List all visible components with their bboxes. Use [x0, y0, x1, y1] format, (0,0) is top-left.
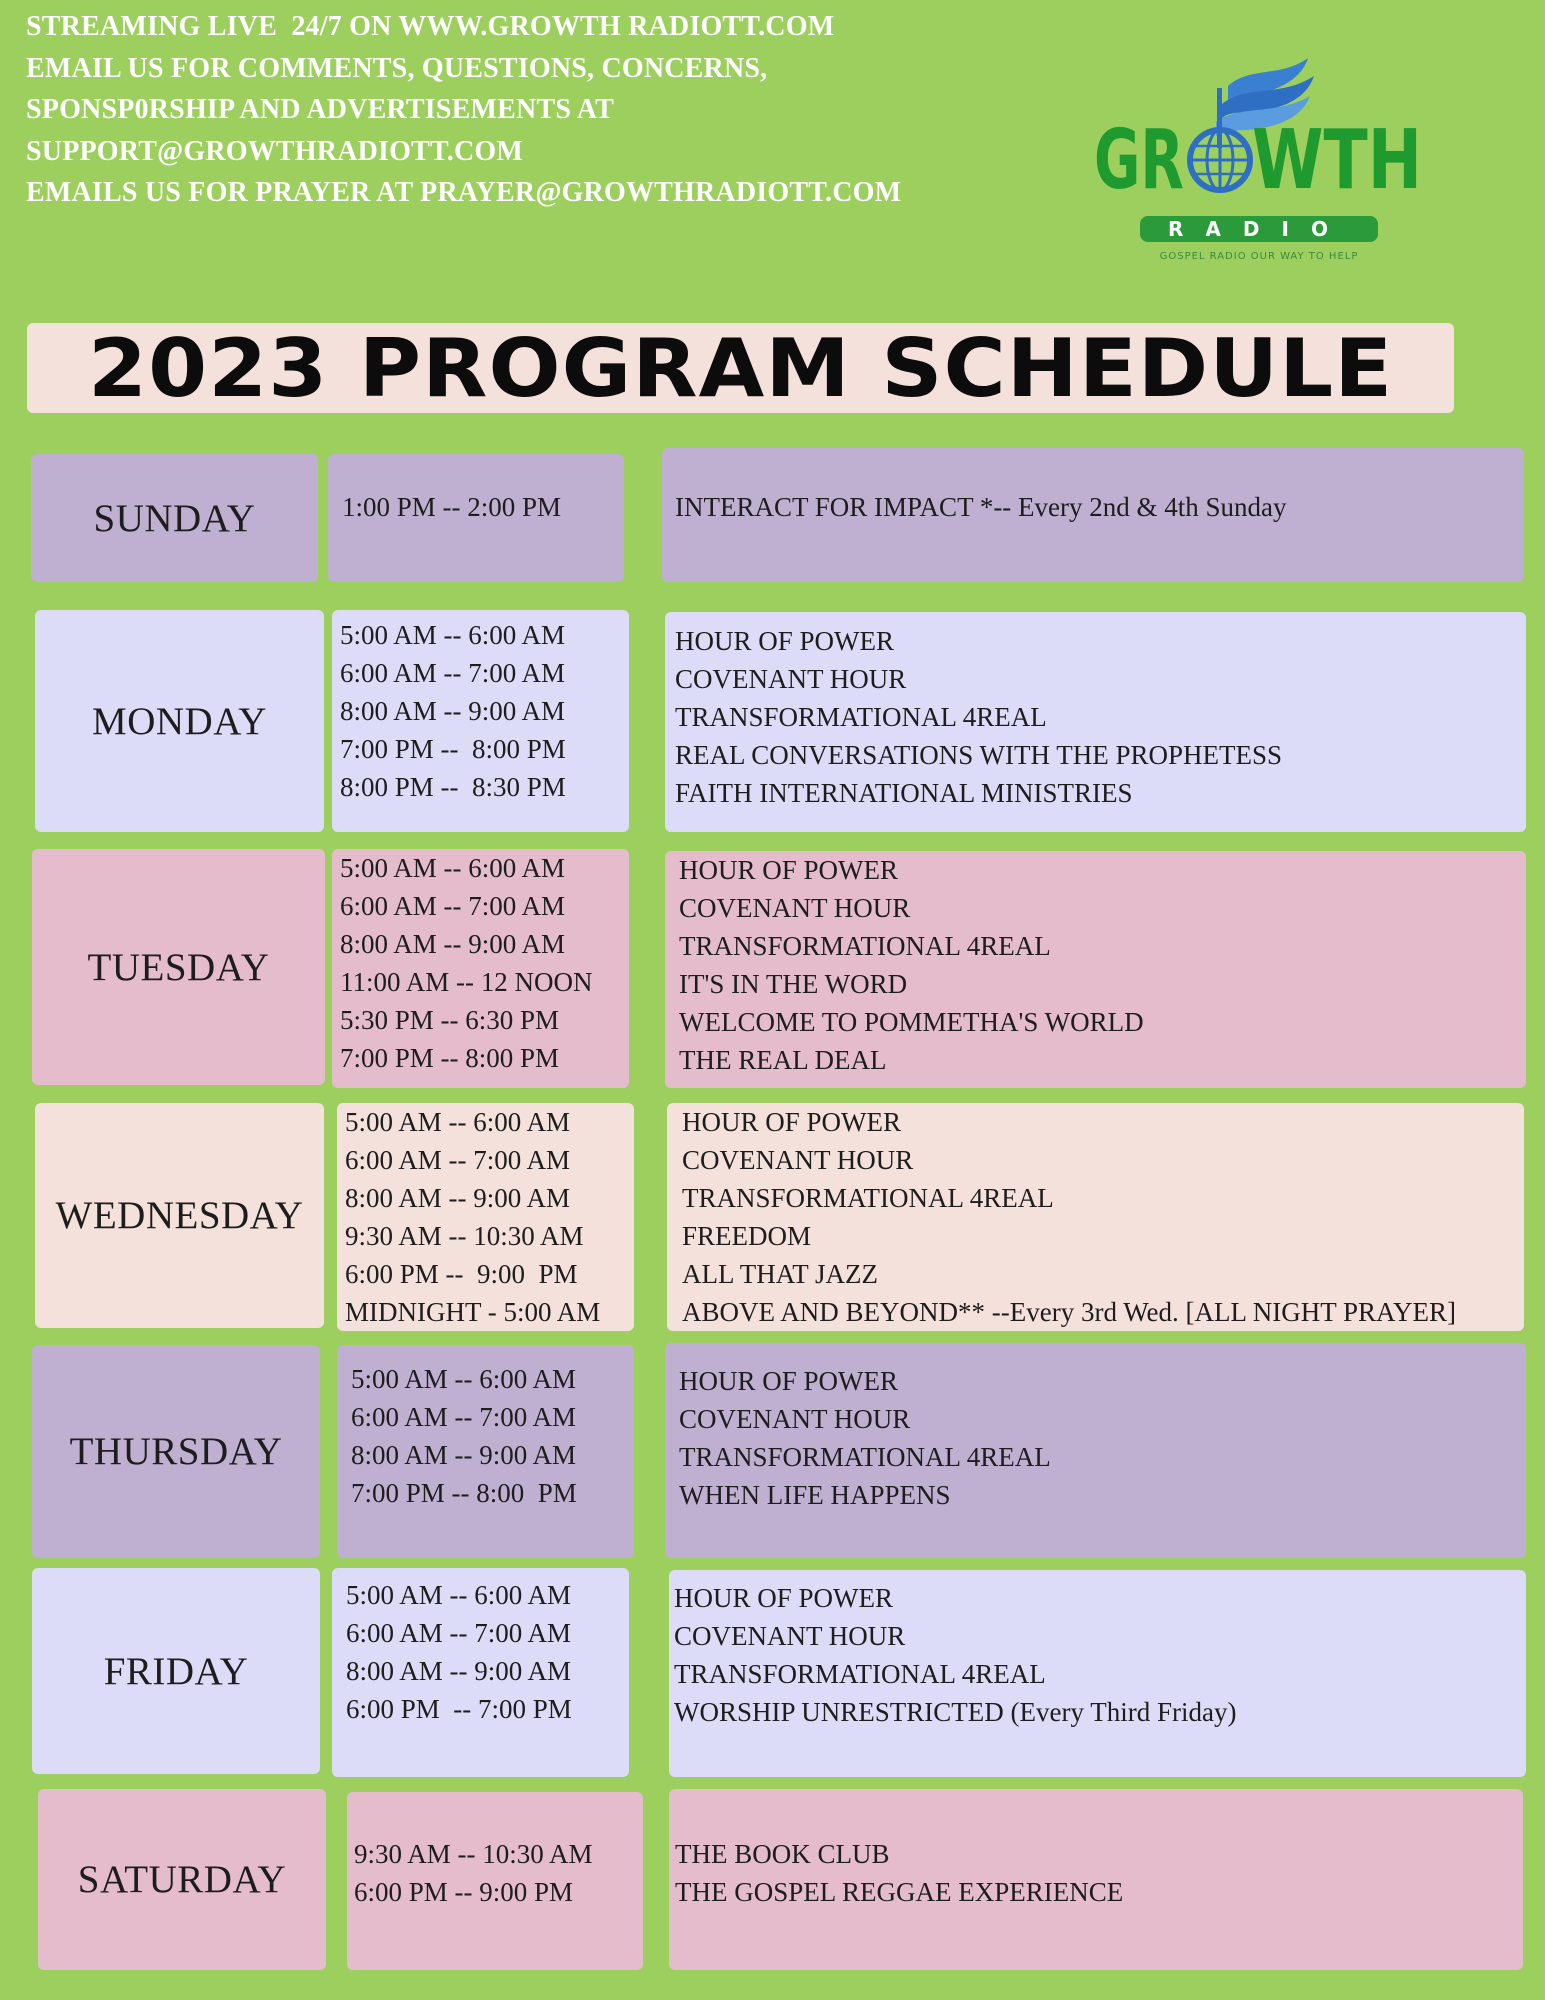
- header-line: EMAILS US FOR PRAYER AT PRAYER@GROWTHRADIOTT.COM: [26, 177, 902, 208]
- program-item: COVENANT HOUR: [679, 893, 911, 923]
- programs-saturday: [669, 1789, 1523, 1970]
- program-item: COVENANT HOUR: [674, 1621, 906, 1651]
- day-label-thursday: [32, 1345, 320, 1558]
- program-item: TRANSFORMATIONAL 4REAL: [675, 702, 1047, 732]
- programs-wednesday: [667, 1103, 1524, 1331]
- program-item: ALL THAT JAZZ: [682, 1259, 878, 1289]
- program-item: HOUR OF POWER: [674, 1583, 894, 1613]
- time-slot: 8:00 AM -- 9:00 AM: [340, 929, 566, 959]
- program-item: TRANSFORMATIONAL 4REAL: [679, 931, 1051, 961]
- time-slot: 6:00 AM -- 7:00 AM: [340, 891, 566, 921]
- programs-sunday: [662, 448, 1524, 582]
- time-slot: 5:00 AM -- 6:00 AM: [340, 620, 566, 650]
- day-label-wednesday: [35, 1103, 324, 1328]
- program-item: COVENANT HOUR: [679, 1404, 911, 1434]
- time-slot: 8:00 AM -- 9:00 AM: [346, 1656, 572, 1686]
- day-name: MONDAY: [92, 699, 267, 743]
- time-slot: 8:00 AM -- 9:00 AM: [351, 1440, 577, 1470]
- program-item: IT'S IN THE WORD: [679, 969, 908, 999]
- day-label-saturday: [38, 1789, 326, 1970]
- day-label-friday: [32, 1568, 320, 1774]
- times-tuesday: [332, 849, 629, 1088]
- day-name: SATURDAY: [77, 1858, 287, 1901]
- time-slot: 9:30 AM -- 10:30 AM: [354, 1839, 593, 1869]
- logo-tagline: GOSPEL RADIO OUR WAY TO HELP: [1159, 251, 1359, 262]
- program-item: HOUR OF POWER: [682, 1107, 902, 1137]
- time-slot: 7:00 PM -- 8:00 PM: [340, 1043, 560, 1073]
- program-item: REAL CONVERSATIONS WITH THE PROPHETESS: [675, 740, 1283, 770]
- time-slot: 11:00 AM -- 12 NOON: [340, 967, 593, 997]
- time-slot: 5:30 PM -- 6:30 PM: [340, 1005, 560, 1035]
- program-item: HOUR OF POWER: [679, 855, 899, 885]
- page-title: 2023 PROGRAM SCHEDULE: [87, 321, 1394, 415]
- program-item: FAITH INTERNATIONAL MINISTRIES: [675, 778, 1133, 808]
- program-item: INTERACT FOR IMPACT *-- Every 2nd & 4th Sunday: [675, 492, 1287, 522]
- times-saturday: [347, 1792, 643, 1970]
- day-name: FRIDAY: [103, 1649, 249, 1693]
- time-slot: 5:00 AM -- 6:00 AM: [340, 853, 566, 883]
- program-item: COVENANT HOUR: [682, 1145, 914, 1175]
- program-item: WHEN LIFE HAPPENS: [679, 1480, 951, 1510]
- day-name: TUESDAY: [87, 945, 270, 989]
- time-slot: 7:00 PM -- 8:00 PM: [351, 1478, 577, 1508]
- times-sunday: [328, 454, 624, 582]
- header-line: EMAIL US FOR COMMENTS, QUESTIONS, CONCERNS,: [26, 52, 768, 84]
- time-slot: 1:00 PM -- 2:00 PM: [342, 492, 562, 522]
- time-slot: 9:30 AM -- 10:30 AM: [345, 1221, 584, 1251]
- time-slot: 7:00 PM -- 8:00 PM: [340, 734, 566, 764]
- program-item: ABOVE AND BEYOND** --Every 3rd Wed. [ALL NIGHT PRAYER]: [682, 1297, 1457, 1327]
- program-item: WORSHIP UNRESTRICTED (Every Third Friday): [674, 1697, 1237, 1727]
- growth-radio-logo: [1090, 48, 1430, 270]
- day-label-sunday: [31, 454, 318, 582]
- time-slot: 6:00 AM -- 7:00 AM: [340, 658, 566, 688]
- time-slot: 8:00 AM -- 9:00 AM: [340, 696, 566, 726]
- header-line: SPONSP0RSHIP AND ADVERTISEMENTS AT: [26, 94, 614, 125]
- time-slot: 6:00 AM -- 7:00 AM: [351, 1402, 577, 1432]
- programs-tuesday: [665, 851, 1526, 1088]
- day-name: SUNDAY: [93, 496, 256, 540]
- time-slot: 5:00 AM -- 6:00 AM: [345, 1107, 571, 1137]
- time-slot: 8:00 PM -- 8:30 PM: [340, 772, 566, 802]
- time-slot: 8:00 AM -- 9:00 AM: [345, 1183, 571, 1213]
- program-item: TRANSFORMATIONAL 4REAL: [674, 1659, 1046, 1689]
- program-item: TRANSFORMATIONAL 4REAL: [679, 1442, 1051, 1472]
- program-item: THE GOSPEL REGGAE EXPERIENCE: [675, 1877, 1124, 1907]
- program-item: FREEDOM: [682, 1221, 812, 1251]
- time-slot: 6:00 PM -- 9:00 PM: [345, 1259, 578, 1289]
- header-line: STREAMING LIVE 24/7 ON WWW.GROWTH RADIOTT.COM: [26, 11, 835, 42]
- program-item: THE BOOK CLUB: [675, 1839, 890, 1869]
- times-wednesday: [337, 1103, 634, 1331]
- times-thursday: [337, 1345, 634, 1558]
- logo-graphic: [1090, 48, 1430, 270]
- day-name: WEDNESDAY: [55, 1194, 304, 1237]
- header-line: SUPPORT@GROWTHRADIOTT.COM: [26, 135, 524, 167]
- logo-wordmark-gr: GR: [1094, 113, 1184, 208]
- day-label-monday: [35, 610, 324, 832]
- program-item: THE REAL DEAL: [679, 1045, 887, 1075]
- times-monday: [332, 610, 629, 832]
- program-item: TRANSFORMATIONAL 4REAL: [682, 1183, 1054, 1213]
- contact-info: [26, 6, 1026, 214]
- time-slot: 6:00 AM -- 7:00 AM: [345, 1145, 571, 1175]
- title-banner: [27, 323, 1454, 413]
- program-item: HOUR OF POWER: [675, 626, 895, 656]
- time-slot: 5:00 AM -- 6:00 AM: [346, 1580, 572, 1610]
- time-slot: 6:00 PM -- 7:00 PM: [346, 1694, 572, 1724]
- time-slot: 5:00 AM -- 6:00 AM: [351, 1364, 577, 1394]
- time-slot: 6:00 PM -- 9:00 PM: [354, 1877, 574, 1907]
- programs-monday: [665, 612, 1526, 832]
- program-item: HOUR OF POWER: [679, 1366, 899, 1396]
- program-item: WELCOME TO POMMETHA'S WORLD: [679, 1007, 1144, 1037]
- day-label-tuesday: [32, 849, 325, 1085]
- programs-thursday: [665, 1343, 1526, 1558]
- globe-icon: [1190, 130, 1250, 190]
- logo-radio-text: RADIO: [1168, 217, 1350, 241]
- times-friday: [332, 1568, 629, 1777]
- day-name: THURSDAY: [69, 1430, 283, 1473]
- logo-wordmark-wth: WTH: [1252, 113, 1422, 208]
- time-slot: 6:00 AM -- 7:00 AM: [346, 1618, 572, 1648]
- time-slot: MIDNIGHT - 5:00 AM: [345, 1297, 601, 1327]
- programs-friday: [669, 1570, 1526, 1777]
- program-item: COVENANT HOUR: [675, 664, 907, 694]
